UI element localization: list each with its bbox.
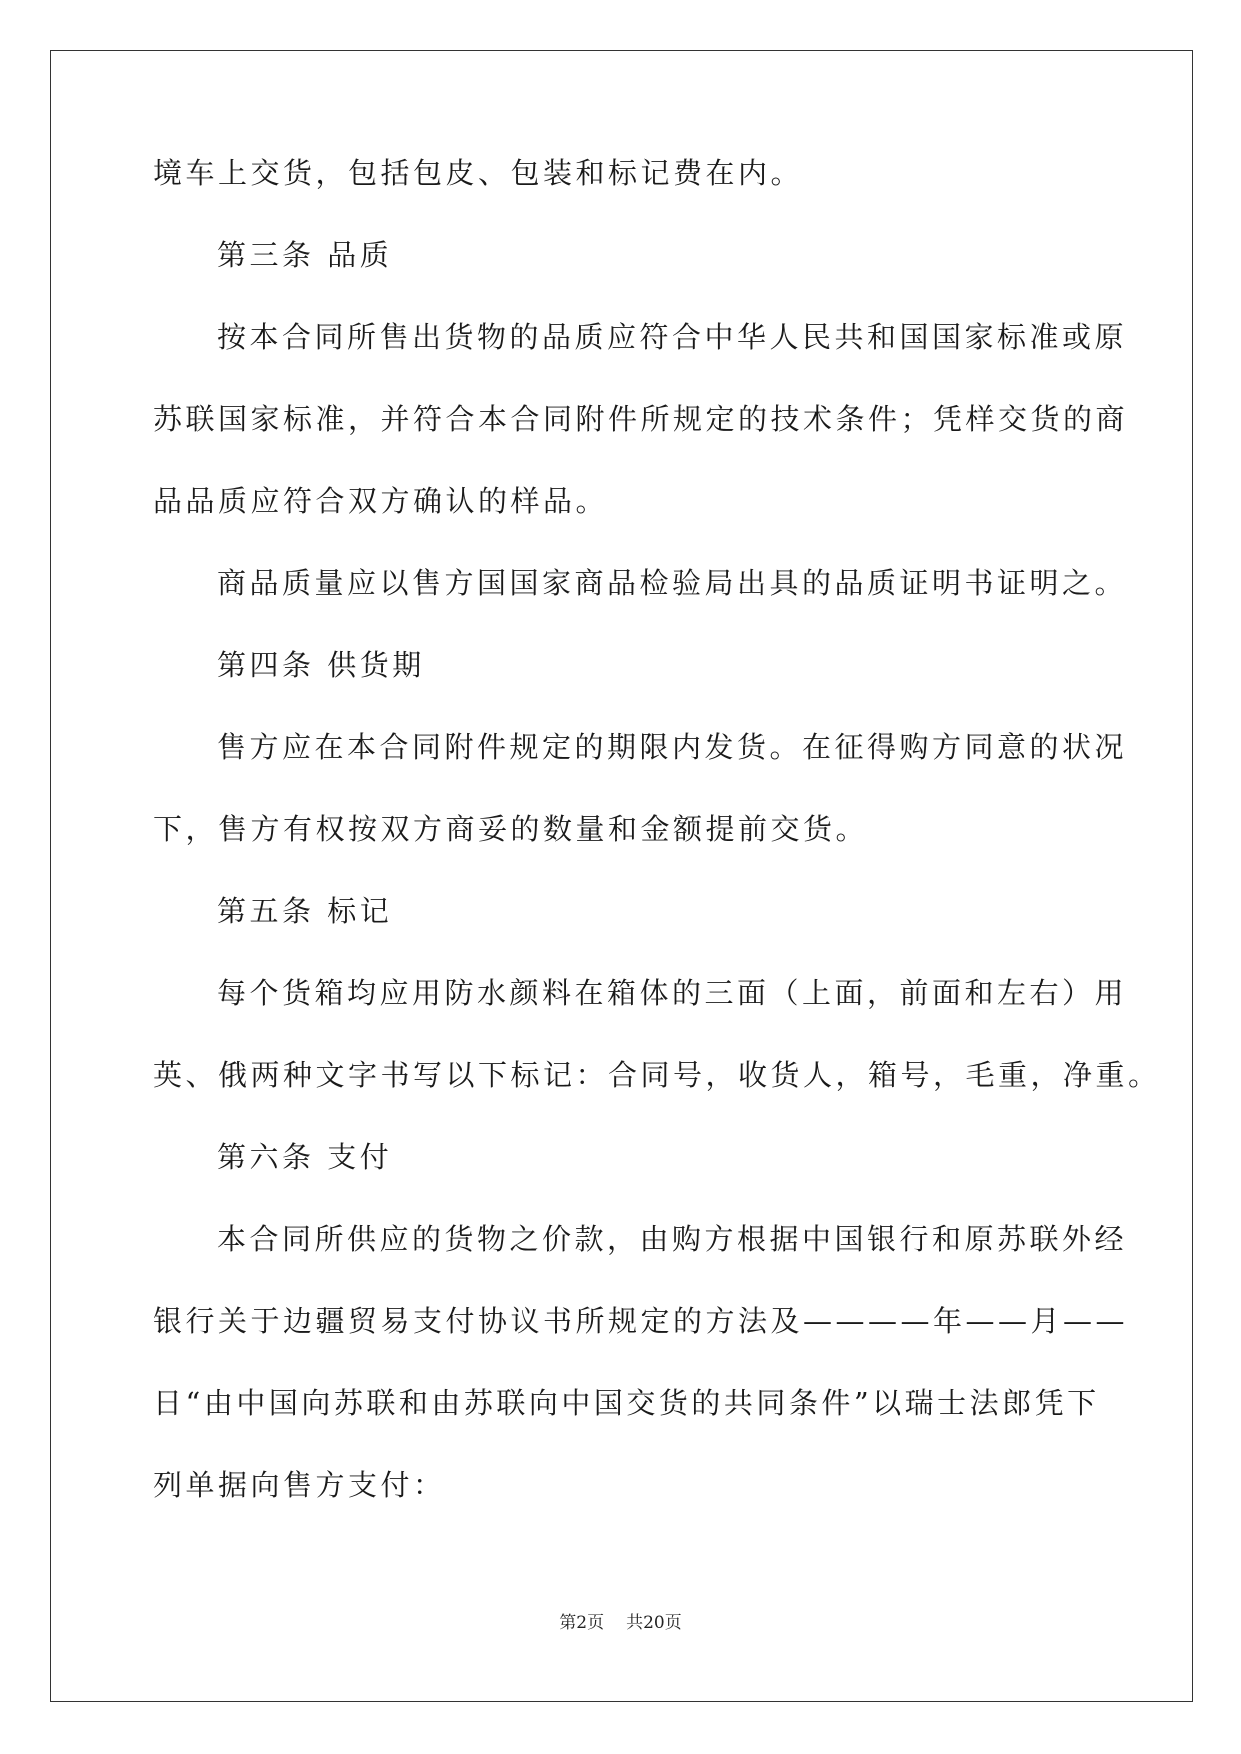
paragraph-line: 境车上交货，包括包皮、包装和标记费在内。 [153, 156, 804, 190]
paragraph-line: 列单据向售方支付： [153, 1468, 446, 1502]
paragraph-line: 售方应在本合同附件规定的期限内发货。在征得购方同意的状况 [217, 730, 1128, 764]
paragraph-line: 苏联国家标准，并符合本合同附件所规定的技术条件；凭样交货的商 [153, 402, 1129, 436]
paragraph-line: 按本合同所售出货物的品质应符合中华人民共和国国家标准或原 [217, 320, 1128, 354]
page-number-current: 第2页 [559, 1613, 605, 1633]
paragraph-line: 每个货箱均应用防水颜料在箱体的三面（上面，前面和左右）用 [217, 976, 1128, 1010]
article-heading-5: 第五条 标记 [217, 894, 393, 928]
paragraph-line: 本合同所供应的货物之价款，由购方根据中国银行和原苏联外经 [217, 1222, 1128, 1256]
page-footer [0, 1608, 1241, 1633]
paragraph-line: 日“由中国向苏联和由苏联向中国交货的共同条件”以瑞士法郎凭下 [153, 1386, 1100, 1420]
document-body [153, 155, 1161, 1549]
paragraph-line: 品品质应符合双方确认的样品。 [153, 484, 609, 518]
article-heading-3: 第三条 品质 [217, 238, 393, 272]
paragraph-line: 商品质量应以售方国国家商品检验局出具的品质证明书证明之。 [217, 566, 1128, 600]
page-number-total: 共20页 [626, 1613, 682, 1633]
paragraph-line: 英、俄两种文字书写以下标记：合同号，收货人，箱号，毛重，净重。 [153, 1058, 1161, 1092]
paragraph-line: 银行关于边疆贸易支付协议书所规定的方法及————年——月—— [153, 1304, 1129, 1338]
paragraph-line: 下，售方有权按双方商妥的数量和金额提前交货。 [153, 812, 869, 846]
article-heading-4: 第四条 供货期 [217, 648, 425, 682]
article-heading-6: 第六条 支付 [217, 1140, 393, 1174]
